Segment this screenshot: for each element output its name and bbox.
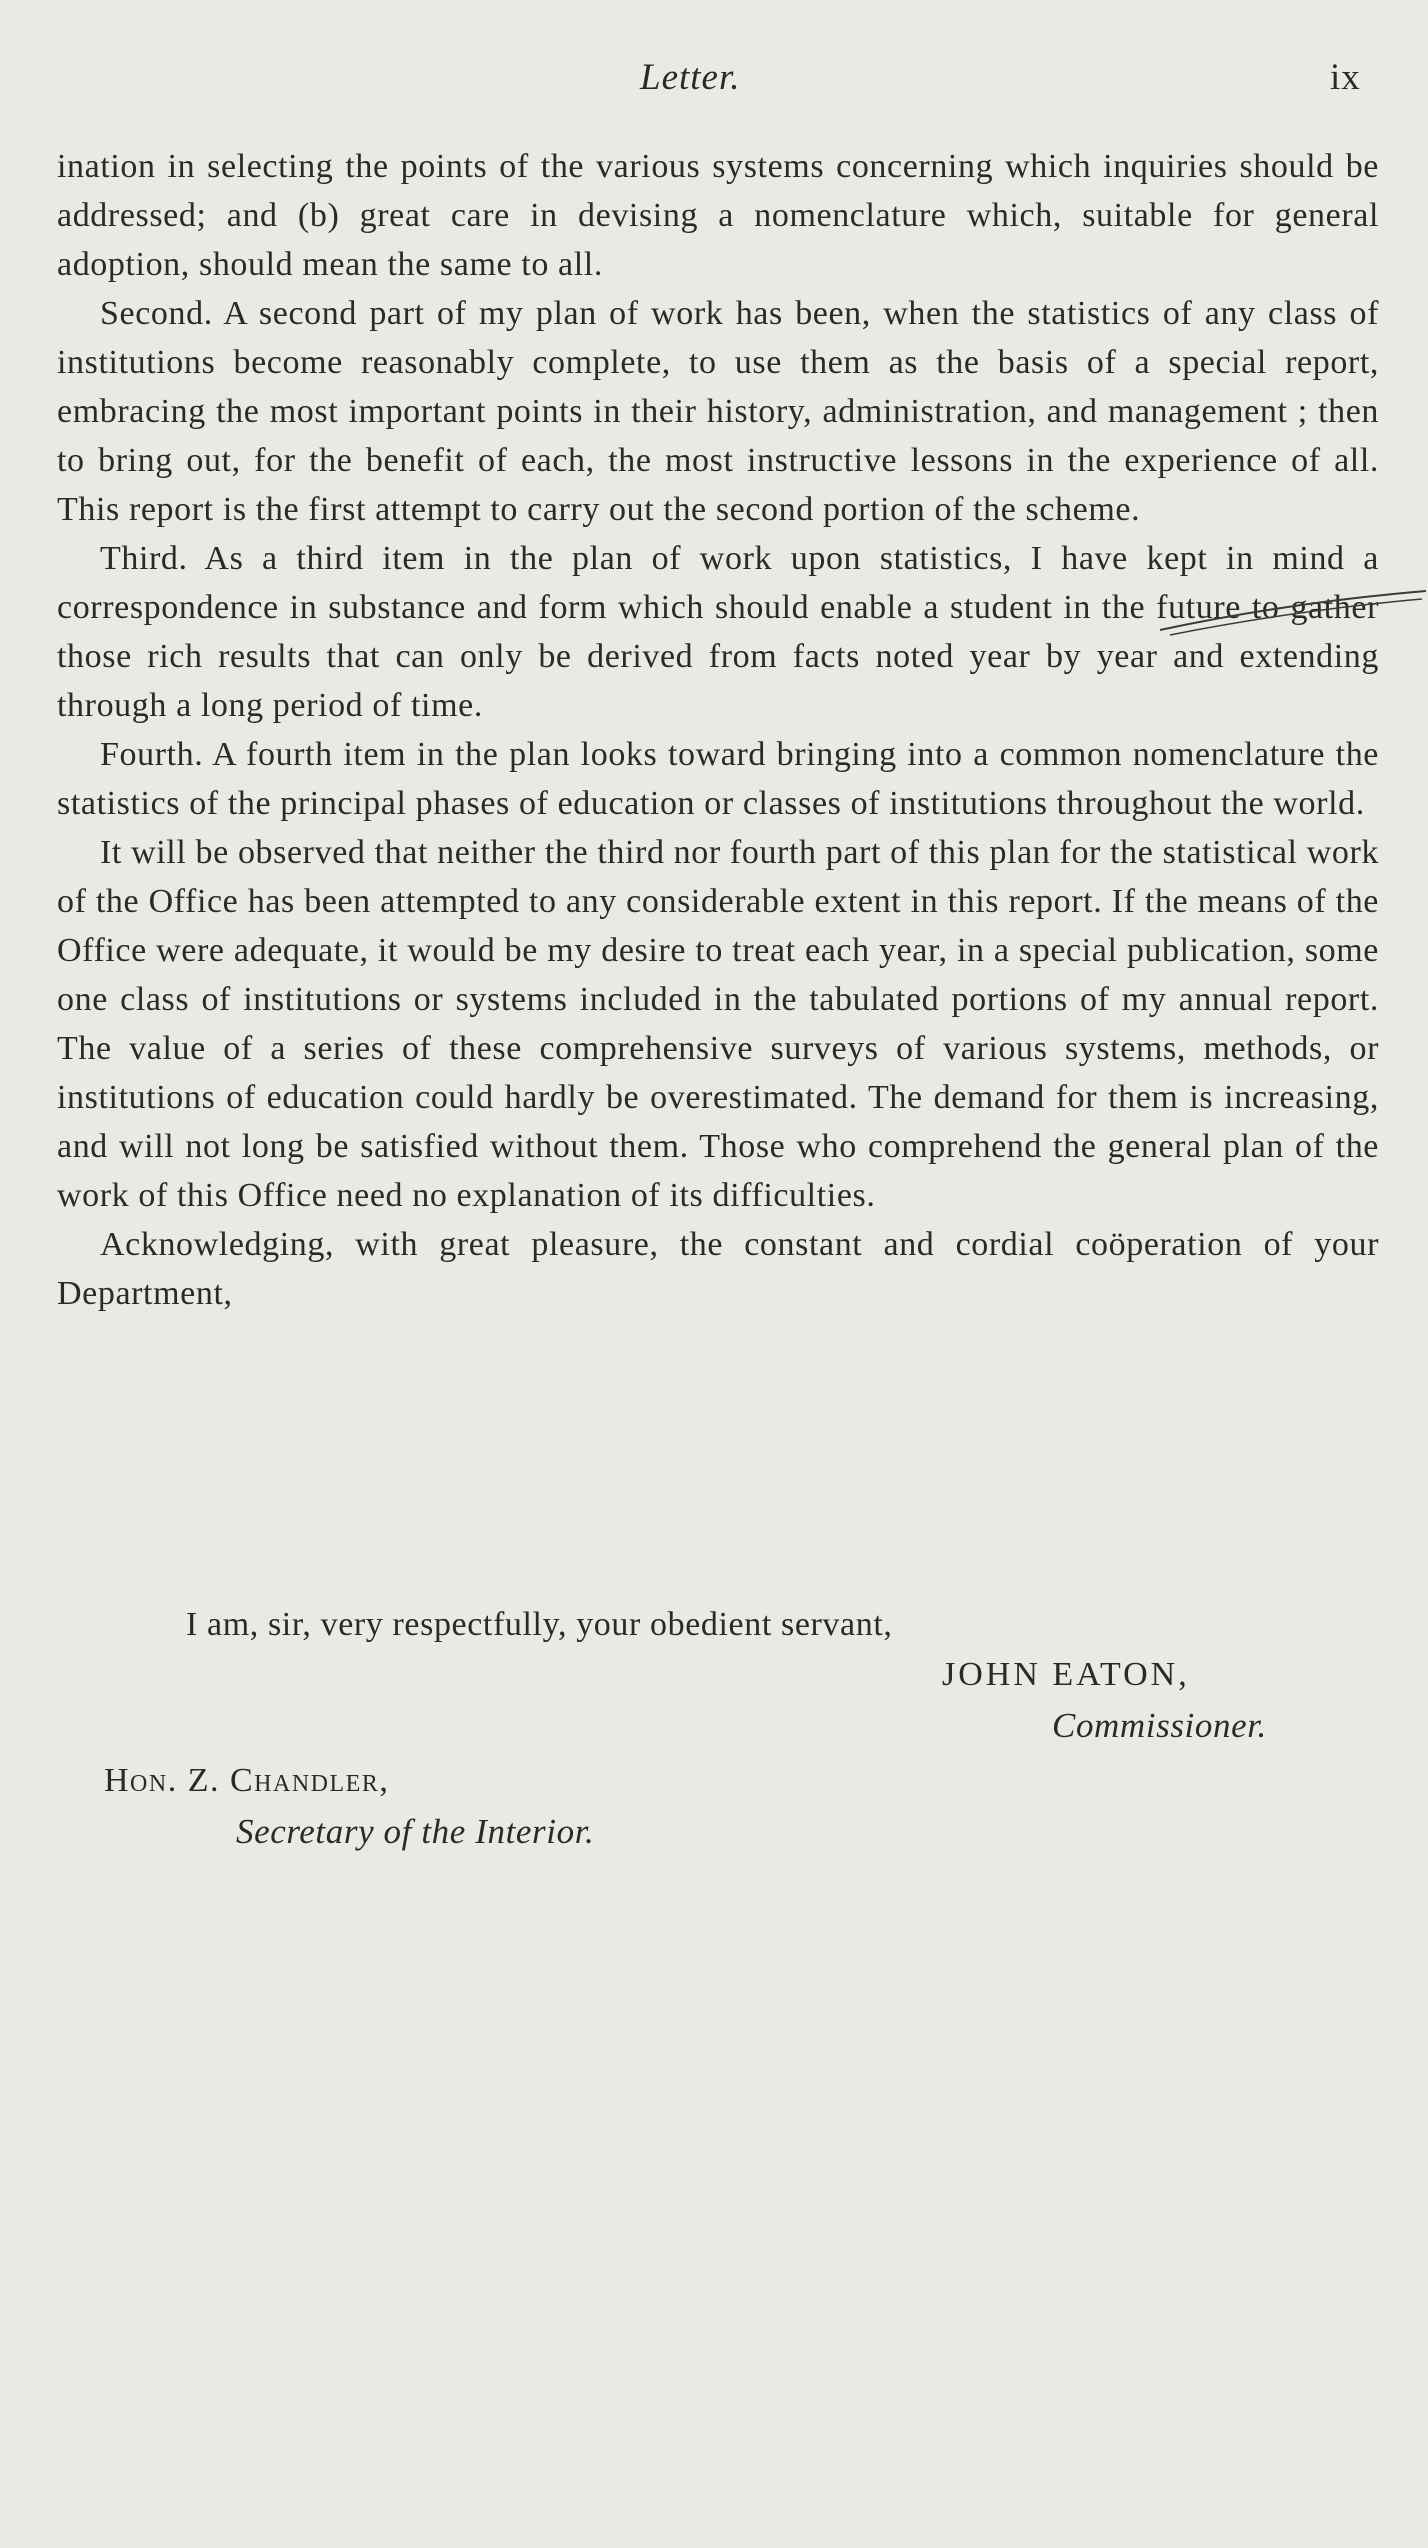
addressee-name: Hon. Z. Chandler, (104, 1762, 390, 1799)
page-header (0, 56, 1428, 106)
signer-name: JOHN EATON, (942, 1656, 1190, 1693)
signer-title: Commissioner. (1052, 1706, 1267, 1745)
closing-line: I am, sir, very respectfully, your obedient servant, (186, 1606, 893, 1643)
page-number: ix (1330, 57, 1361, 98)
addressee-title: Secretary of the Interior. (236, 1812, 595, 1851)
paragraph-acknowledgement: Acknowledging, with great pleasure, the constant and cordial coöperation of your Department, (57, 1226, 1379, 1312)
paragraph-observation: It will be observed that neither the third nor fourth part of this plan for the statistical work of the Office has been attempted to any considerable extent in this report. If the means of the Office were adequate, it would be my desire to treat each year, in a special publication, some one class of institutions or systems included in the tabulated portions of my annual report. The value of a series of these comprehensive surveys of various systems, methods, or institutions of education could hardly be overestimated. The demand for them is increasing, and will not long be satisfied without them. Those who comprehend the general plan of the work of this Office need no explanation of its difficulties. (57, 834, 1379, 1214)
pen-stroke-mark (1150, 585, 1428, 665)
letter-body (57, 142, 1379, 1318)
running-title: Letter. (640, 57, 741, 98)
paragraph-fourth: Fourth. A fourth item in the plan looks toward bringing into a common nomenclature the statistics of the principal phases of education or classes of institutions throughout the world. (57, 736, 1379, 822)
paragraph-second: Second. A second part of my plan of work has been, when the statistics of any class of institutions become reasonably complete, to use them as the basis of a special report, embracing the most important points in their history, administration, and management ; then to bring out, for the benefit of each, the most instructive lessons in the experience of all. This report is the first attempt to carry out the second portion of the scheme. (57, 295, 1379, 528)
paragraph-continuation: ination in selecting the points of the various systems concerning which inquiries should be addressed; and (b) great care in devising a nomenclature which, suitable for general adoption, should mean the same to all. (57, 148, 1379, 283)
paragraph-third: Third. As a third item in the plan of work upon statistics, I have kept in mind a correspondence in substance and form which should enable a student in the future to gather those rich results that can only be derived from facts noted year by year and extending through a long period of time. (57, 540, 1379, 724)
